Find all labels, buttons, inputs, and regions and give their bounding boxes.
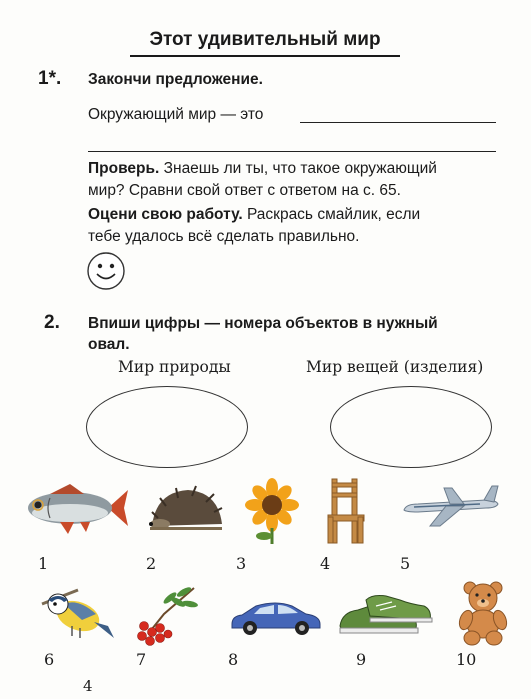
object-number: 8	[228, 650, 239, 669]
object-number: 4	[320, 554, 331, 573]
car-icon	[228, 598, 324, 638]
rate-label: Оцени свою работу.	[88, 206, 243, 223]
things-oval[interactable]	[330, 386, 492, 468]
check-label: Проверь.	[88, 160, 160, 177]
object-number: 9	[356, 650, 367, 669]
object-number: 5	[400, 554, 411, 573]
object-number: 10	[456, 650, 477, 669]
task2-heading-line1: Впиши цифры — номера объектов в нужный	[88, 315, 438, 332]
check-paragraph-line2: мир? Сравни свой ответ с ответом на с. 65.	[88, 182, 401, 199]
rate-paragraph-line1	[88, 204, 420, 225]
object-number: 7	[136, 650, 147, 669]
hedgehog-icon	[146, 484, 226, 534]
airplane-icon	[400, 482, 500, 532]
task2-heading-line2: овал.	[88, 336, 130, 353]
fish-icon	[20, 478, 130, 538]
object-number: 3	[236, 554, 247, 573]
task1-sentence: Окружающий мир — это	[88, 106, 264, 123]
page-title: Этот удивительный мир	[149, 29, 381, 50]
page-number: 4	[83, 677, 93, 695]
oval-left-label: Мир природы	[118, 358, 231, 376]
object-number: 6	[44, 650, 55, 669]
task1-number: 1*.	[38, 68, 62, 89]
chair-icon	[326, 477, 366, 545]
nature-oval[interactable]	[86, 386, 248, 468]
sunflower-icon	[242, 478, 302, 544]
object-number: 2	[146, 554, 157, 573]
check-text: Знаешь ли ты, что такое окружающий	[163, 160, 437, 177]
bird-icon	[38, 584, 118, 644]
rowan-branch-icon	[134, 584, 198, 646]
task2-number: 2.	[44, 312, 60, 333]
teddy-bear-icon	[456, 580, 512, 646]
answer-line-2[interactable]	[88, 151, 496, 152]
smiley-icon[interactable]	[86, 251, 126, 291]
task1-heading: Закончи предложение.	[88, 71, 263, 88]
title-underline	[130, 55, 400, 57]
oval-right-label: Мир вещей (изделия)	[306, 358, 484, 376]
sneakers-icon	[336, 590, 434, 644]
answer-line-1[interactable]	[300, 122, 496, 123]
rate-text: Раскрась смайлик, если	[246, 206, 421, 223]
rate-paragraph-line2: тебе удалось всё сделать правильно.	[88, 228, 360, 245]
object-number: 1	[38, 554, 49, 573]
check-paragraph-line1	[88, 158, 437, 179]
